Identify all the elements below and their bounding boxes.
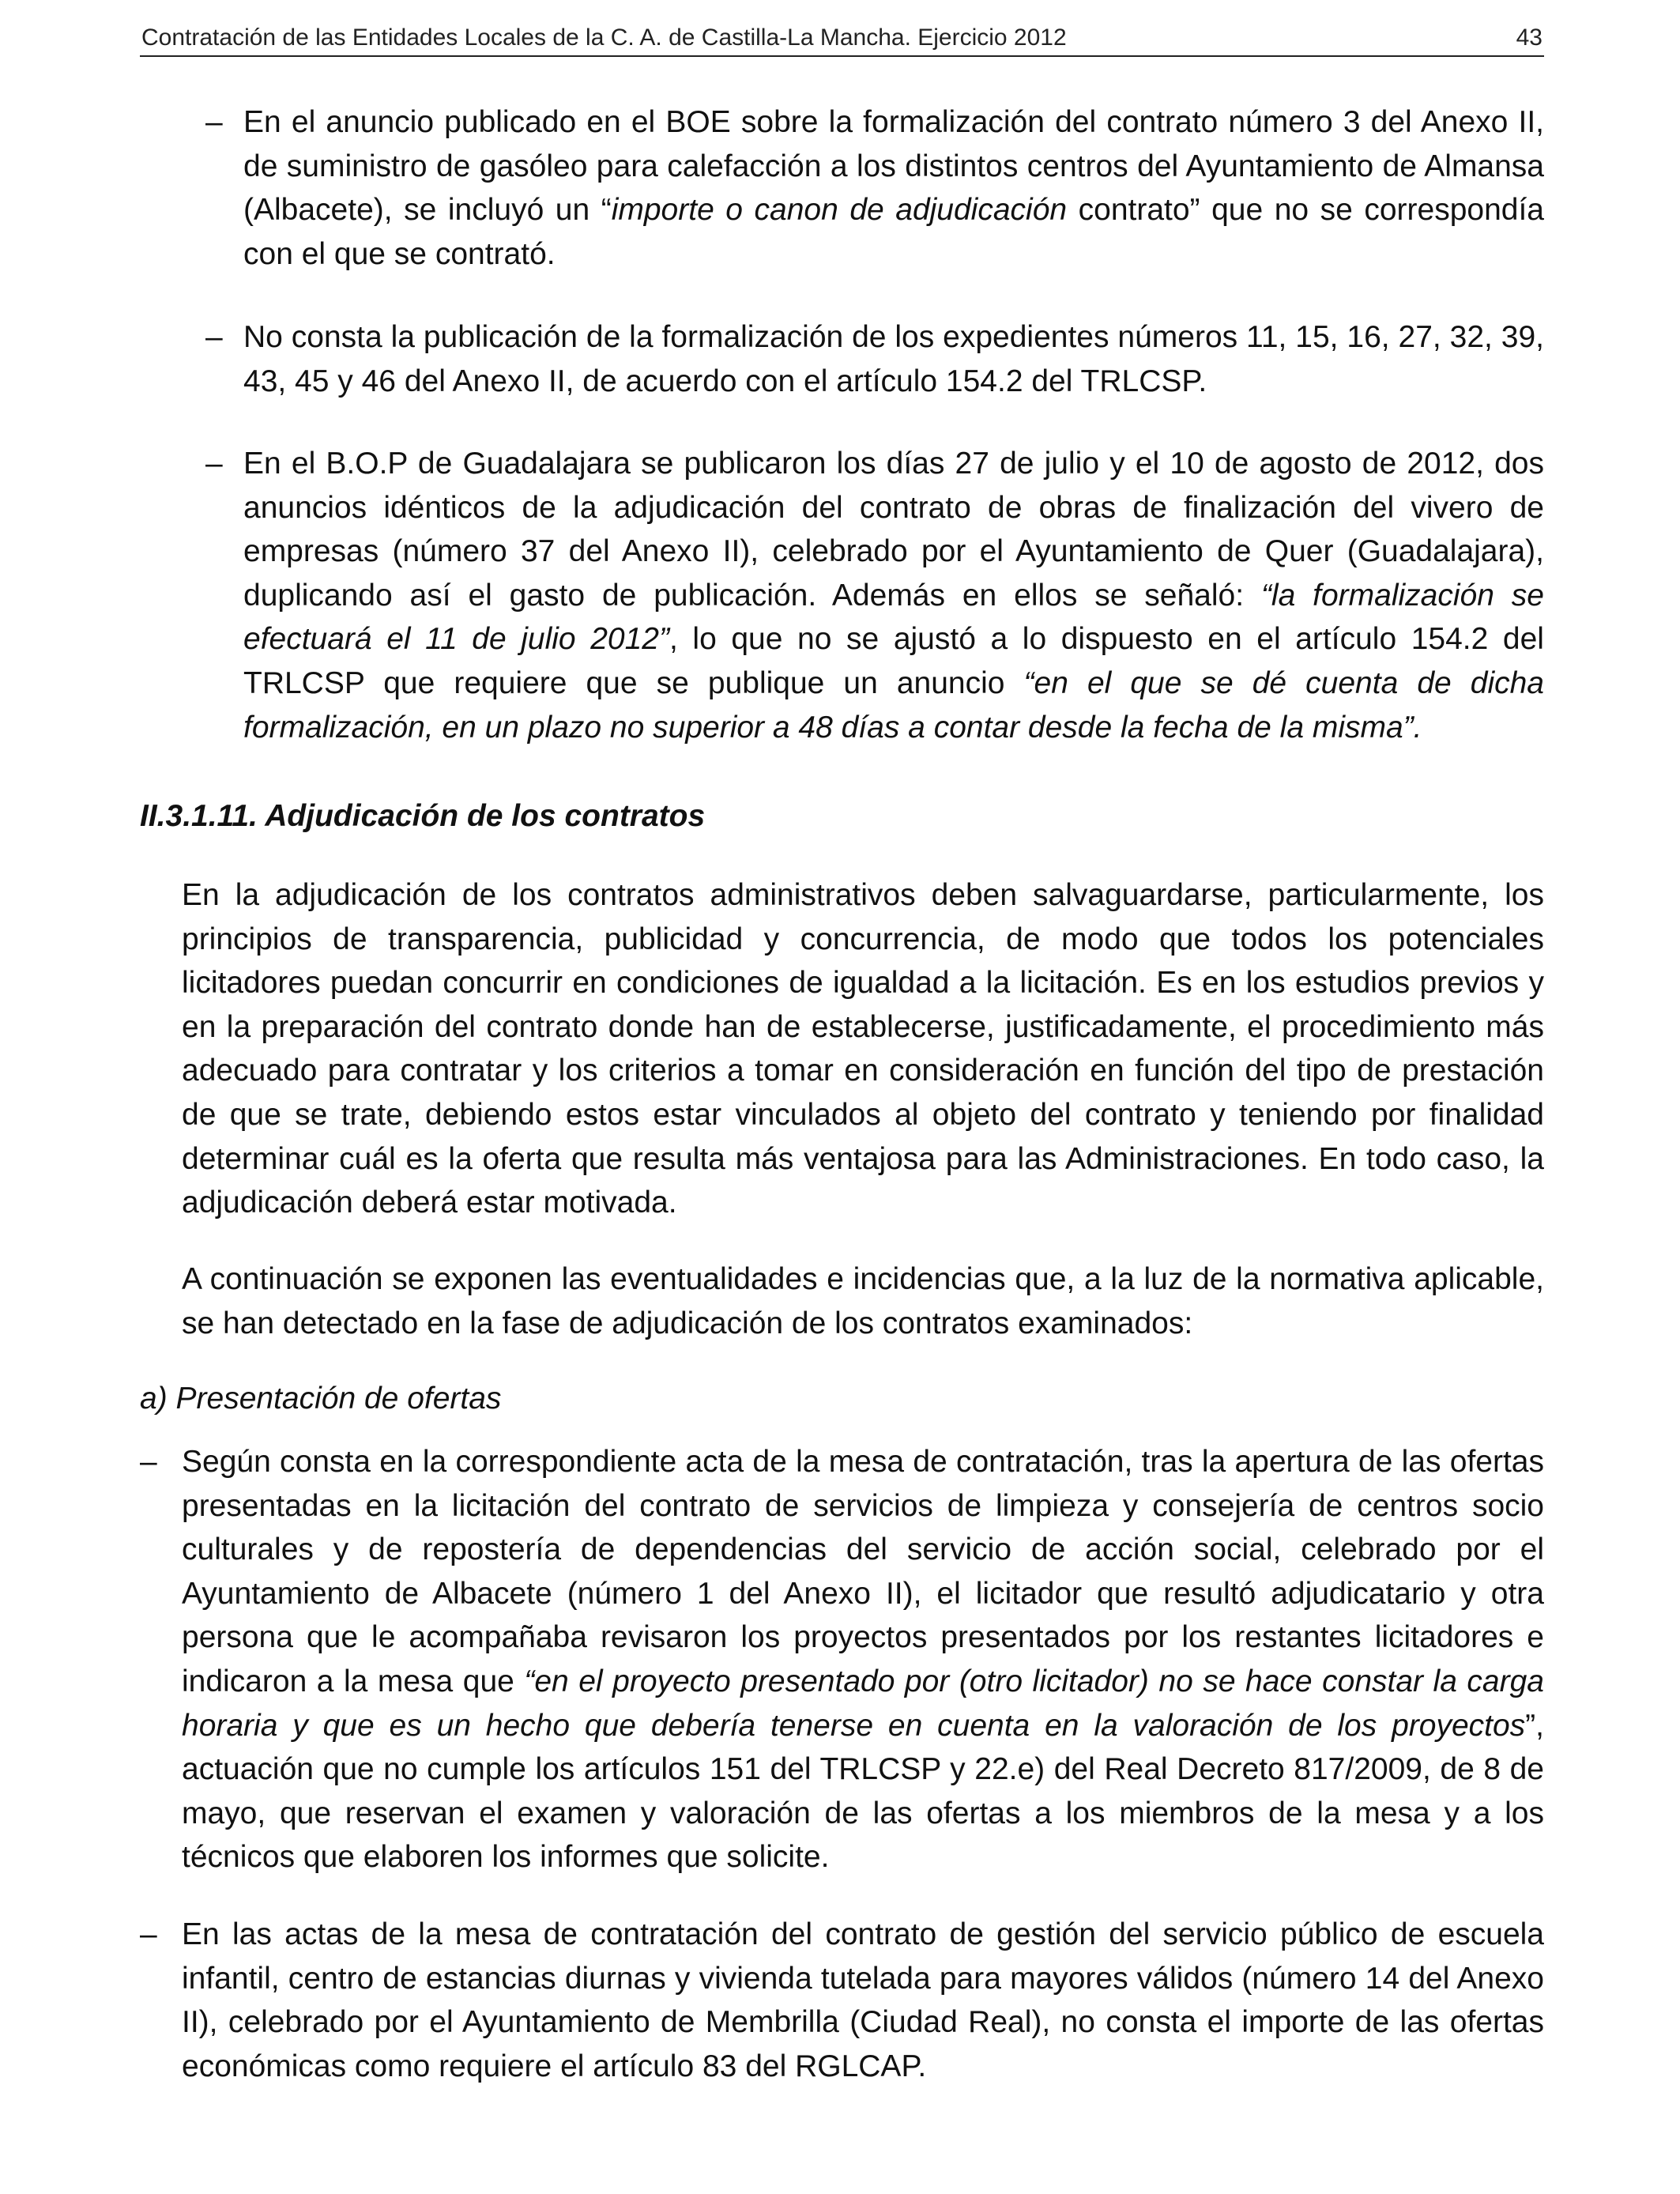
bullet-item <box>140 1440 1544 1879</box>
italic-quote: “en el proyecto presentado por (otro licitador) no se hace constar la carga horaria y que es un hecho que debería tenerse en cuenta en la valoración de los proyectos <box>182 1664 1544 1743</box>
italic-quote: “la formalización se efectuará el 11 de julio 2012” <box>243 578 1544 657</box>
page-number: 43 <box>1516 25 1543 51</box>
bullet-text: En las actas de la mesa de contratación del contrato de gestión del servicio público de escuela infantil, centro de estancias diurnas y vivienda tutelada para mayores válidos (número 14 del Anexo II), celebrado por el Ayuntamiento de Membrilla (Ciudad Real), no consta el importe de las ofertas económicas como requiere el artículo 83 del RGLCAP. <box>182 1917 1544 2083</box>
bullet-item <box>205 442 1544 749</box>
bullet-text: No consta la publicación de la formalización de los expedientes números 11, 15, 16, 27, 32, 39, 43, 45 y 46 del Anexo II, de acuerdo con el artículo 154.2 del TRLCSP. <box>243 320 1544 398</box>
dash-marker: – <box>205 105 223 139</box>
bullet-item <box>205 315 1544 403</box>
dash-marker: – <box>205 320 223 354</box>
dash-marker: – <box>205 447 223 481</box>
bullet-item <box>140 1913 1544 2088</box>
document-title: Contratación de las Entidades Locales de la C. A. de Castilla-La Mancha. Ejercicio 2012 <box>141 25 1067 51</box>
dash-marker: – <box>140 1445 157 1479</box>
subsection-heading: a) Presentación de ofertas <box>140 1382 502 1416</box>
bullet-text: Según consta en la correspondiente acta de la mesa de contratación, tras la apertura de las ofertas presentadas en la licitación del contrato de servicios de limpieza y consejería de centros socio culturales y de repostería de dependencias del servicio de acción social, celebrado por el Ayuntamiento de Albacete (número 1 del Anexo II), el licitador que resultó adjudicatario y otra persona que le acompañaba revisaron los proyectos presentados por los restantes licitadores e indicaron a la mesa que “en el proyecto presentado por (otro licitador) no se hace constar la carga horaria y que es un hecho que debería tenerse en cuenta en la valoración de los proyectos”, actuación que no cumple los artículos 151 del TRLCSP y 22.e) del Real Decreto 817/2009, de 8 de mayo, que reservan el examen y valoración de las ofertas a los miembros de la mesa y a los técnicos que elaboren los informes que solicite. <box>182 1445 1544 1875</box>
dash-marker: – <box>140 1917 157 1951</box>
bullet-item <box>205 100 1544 276</box>
paragraph: A continuación se exponen las eventualidades e incidencias que, a la luz de la normativa aplicable, se han detectado en la fase de adjudicación de los contratos examinados: <box>182 1262 1544 1340</box>
section-heading: II.3.1.11. Adjudicación de los contratos <box>140 799 706 833</box>
paragraph: En la adjudicación de los contratos administrativos deben salvaguardarse, particularmente, los principios de transparencia, publicidad y concurrencia, de modo que todos los potenciales licitadores puedan concurrir en condiciones de igualdad a la licitación. Es en los estudios previos y en la preparación del contrato donde han de establecerse, justificadamente, el procedimiento más adecuado para contratar y los criterios a tomar en consideración en función del tipo de prestación de que se trate, debiendo estos estar vinculados al objeto del contrato y teniendo por finalidad determinar cuál es la oferta que resulta más ventajosa para las Administraciones. En todo caso, la adjudicación deberá estar motivada. <box>182 878 1544 1220</box>
italic-quote: “en el que se dé cuenta de dicha formalización, en un plazo no superior a 48 días a contar desde la fecha de la misma”. <box>243 665 1544 745</box>
page-header <box>140 21 1544 57</box>
bullet-text: En el anuncio publicado en el BOE sobre la formalización del contrato número 3 del Anexo II, de suministro de gasóleo para calefacción a los distintos centros del Ayuntamiento de Almansa (Albacete), se incluyó un “importe o canon de adjudicación contrato” que no se correspondía con el que se contrató. <box>243 105 1544 271</box>
italic-quote: importe o canon de adjudicación <box>611 193 1068 228</box>
bullet-text: En el B.O.P de Guadalajara se publicaron los días 27 de julio y el 10 de agosto de 2012, dos anuncios idénticos de la adjudicación del contrato de obras de finalización del vivero de empresas (número 37 del Anexo II), celebrado por el Ayuntamiento de Quer (Guadalajara), duplicando así el gasto de publicación. Además en ellos se señaló: “la formalización se efectuará el 11 de julio 2012”, lo que no se ajustó a lo dispuesto en el artículo 154.2 del TRLCSP que requiere que se publique un anuncio “en el que se dé cuenta de dicha formalización, en un plazo no superior a 48 días a contar desde la fecha de la misma”. <box>243 447 1544 745</box>
